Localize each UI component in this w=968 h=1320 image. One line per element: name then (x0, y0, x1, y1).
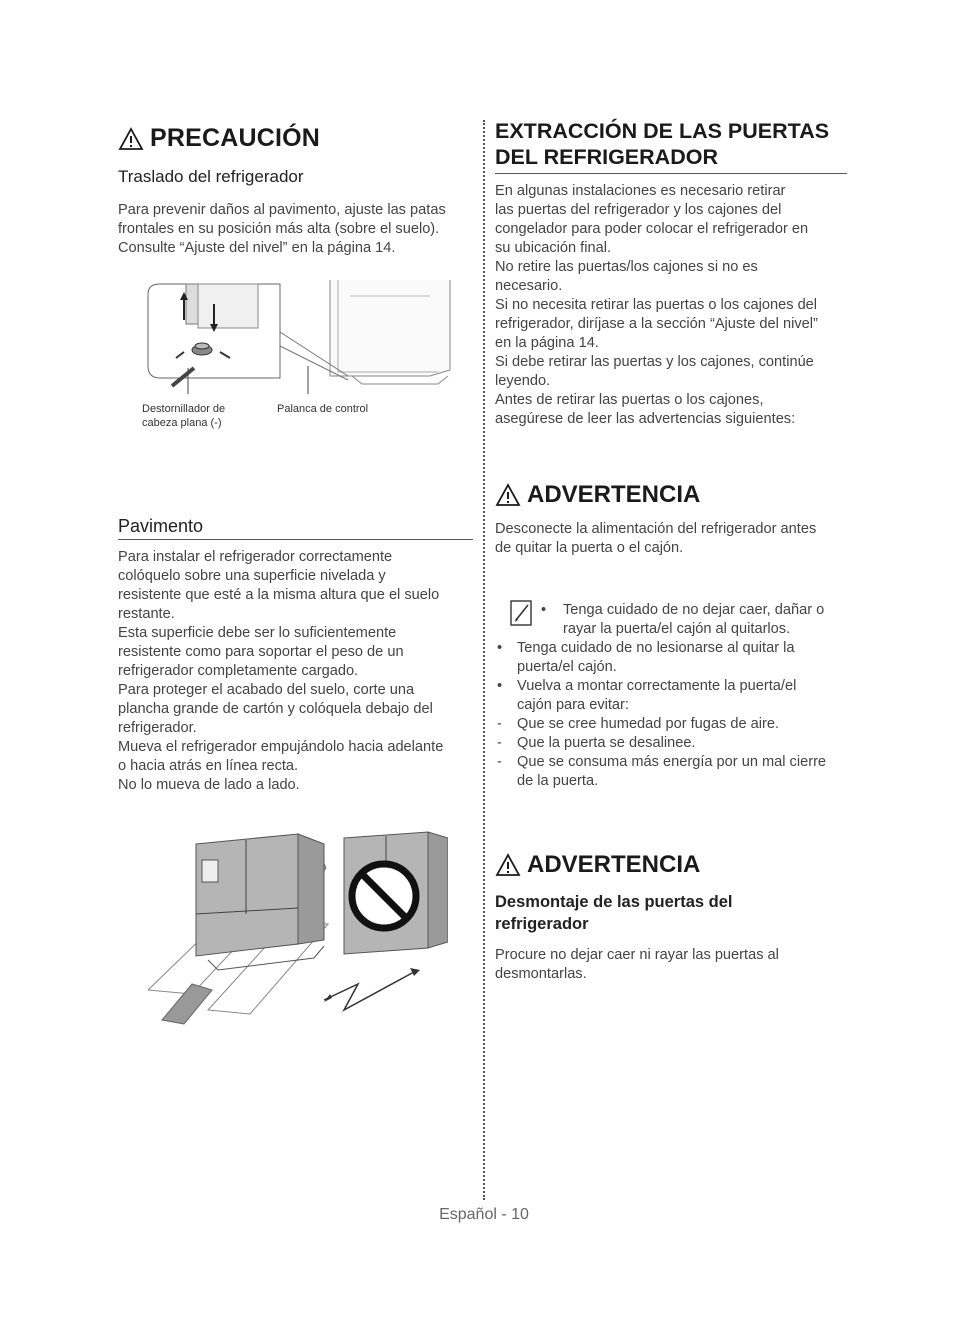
floor-title-rule (118, 539, 473, 540)
floor-text: Para instalar el refrigerador correctamente colóquelo sobre una superficie nivelada y resistente que esté a la misma altura que el suelo restante. Esta superficie debe ser lo suficientemente resistente como para soportar el peso de un refrigerador completamente cargado. Para proteger el acabado del suelo, corte una plancha grande de cartón y colóquela debajo del refrigerador. Mueva el refrigerador empujándolo hacia adelante o hacia atrás en línea recta. No lo mueva de lado a lado. (118, 549, 444, 793)
list-item: • Vuelva a montar correctamente la puerta/el cajón para evitar: (497, 678, 797, 713)
moving-fridge-figure (148, 824, 448, 1030)
leveling-figure (138, 276, 473, 394)
list-item: - Que se cree humedad por fugas de aire. (497, 716, 780, 732)
screwdriver-caption: Destornillador de cabeza plana (-) (142, 403, 226, 429)
warning2-text: Procure no dejar caer ni rayar las puertas al desmontarlas. (495, 947, 779, 982)
page-number: Español - 10 (439, 1206, 529, 1223)
list-item: • Tenga cuidado de no lesionarse al quitar la puerta/el cajón. (497, 640, 795, 675)
warning2-subtitle: Desmontaje de las puertas del refrigerador (495, 893, 733, 933)
extract-doors-title: EXTRACCIÓN DE LAS PUERTAS DEL REFRIGERADOR (495, 119, 830, 169)
list-item: • Tenga cuidado de no dejar caer, dañar o rayar la puerta/el cajón al quitarlos. (541, 602, 825, 637)
extract-title-rule (495, 173, 847, 174)
warning1-title: ADVERTENCIA (527, 481, 701, 508)
caution-heading (118, 124, 320, 153)
warning2-heading (495, 851, 700, 879)
floor-title: Pavimento (118, 516, 204, 536)
column-divider (483, 120, 485, 1200)
warning1-heading (495, 481, 700, 509)
warning-triangle-icon (495, 853, 521, 877)
moving-text: Para prevenir daños al pavimento, ajuste las patas frontales en su posición más alta (sobre el suelo). Consulte “Ajuste del nivel” en la página 14. (118, 202, 446, 256)
list-item: - Que se consuma más energía por un mal cierre de la puerta. (497, 754, 827, 789)
control-lever-caption: Palanca de control (277, 403, 369, 415)
warning1-list (495, 601, 855, 791)
warning1-text: Desconecte la alimentación del refrigerador antes de quitar la puerta o el cajón. (495, 521, 817, 556)
warning-triangle-icon (495, 483, 521, 507)
caution-title: PRECAUCIÓN (150, 124, 321, 152)
moving-subtitle: Traslado del refrigerador (118, 167, 304, 186)
warning-triangle-icon (118, 127, 144, 151)
list-item: - Que la puerta se desalinee. (497, 735, 696, 751)
extract-text: En algunas instalaciones es necesario retirar las puertas del refrigerador y los cajones del congelador para poder colocar el refrigerador en su ubicación final. No retire las puertas/los cajones si no es necesario. Si no necesita retirar las puertas o los cajones del refrigerador, diríjase a la sección “Ajuste del nivel” en la página 14. Si debe retirar las puertas y los cajones, continúe leyendo. Antes de retirar las puertas o los cajones, asegúrese de leer las advertencias siguientes: (495, 183, 818, 427)
warning2-title: ADVERTENCIA (527, 851, 701, 878)
